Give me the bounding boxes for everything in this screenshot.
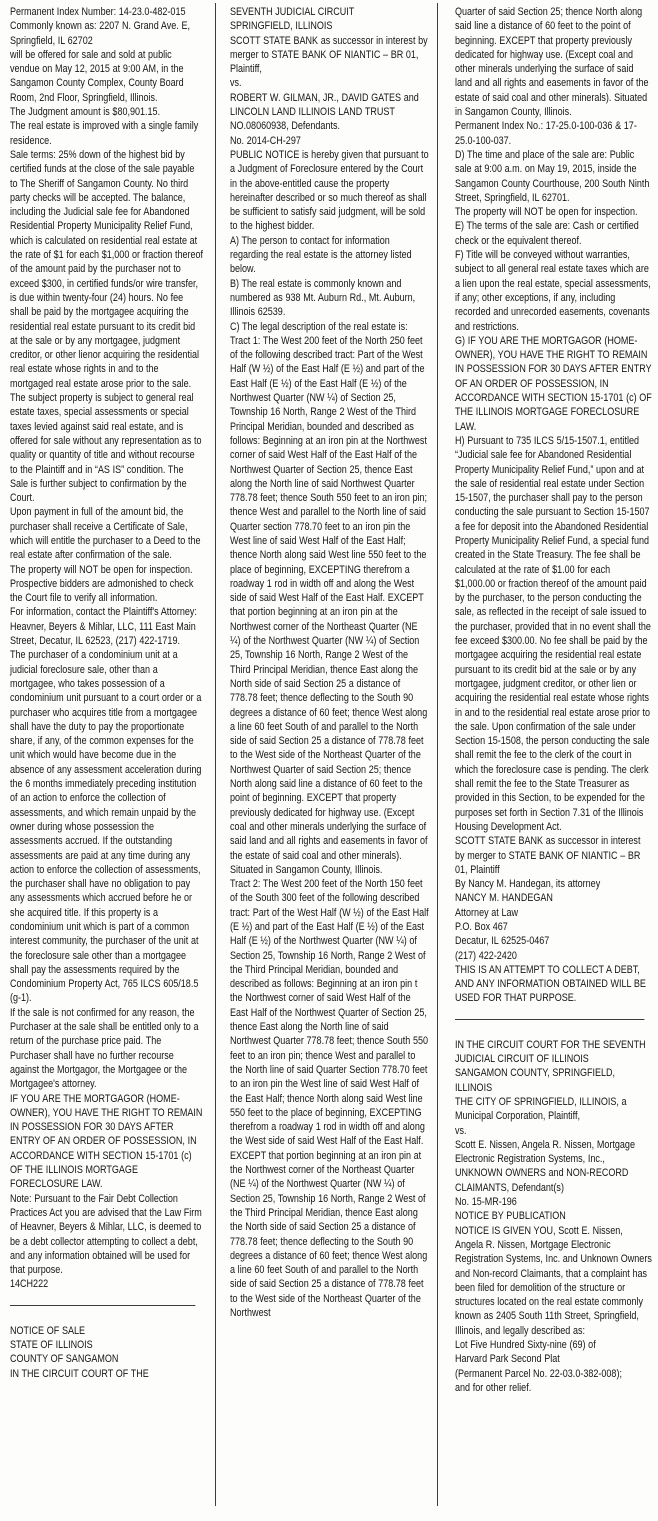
legal-text-paragraph: The real estate is improved with a single family residence. xyxy=(10,120,199,147)
legal-text-paragraph: H) Pursuant to 735 ILCS 5/15-1507.1, entitled “Judicial sale fee for Abandoned Residential Property Municipality Relief Fund,” upon and at the sale of residential real estate under Section 15-1507, the purchaser shall pay to the person conducting the sale pursuant to Section 15-1507 a fee for deposit into the Abandoned Residential Property Municipality Relief Fund, a special fund created in the State Treasury. The fee shall be calculated at the rate of $1.00 for each $1,000.00 or fraction thereof of the amount paid by the purchaser, to the person conducting the sale, as reflected in the receipt of sale issued to the purchaser, provided that in no event shall the fee exceed $300.00. No fee shall be paid by the mortgagee acquiring the residential real estate pursuant to its credit bid at the sale or by any mortgagee, judgment creditor, or other lien or acquiring the residential real estate whose rights in and to the residential real estate arose prior to the sale. Upon confirmation of the sale under Section 15-1508, the person conducting the sale shall remit the fee to the clerk of the court in which the foreclosure case is pending. The clerk shall remit the fee to the State Treasurer as provided in this Section, to be expended for the purposes set forth in Section 7.31 of the Illinois Housing Development Act. xyxy=(455,434,651,833)
legal-text-paragraph: P.O. Box 467 xyxy=(455,921,508,933)
legal-text-paragraph: Sale terms: 25% down of the highest bid by certified funds at the close of the sale payable to The Sheriff of Sangamon County. No third party checks will be accepted. The balance, including the Judicial sale fee for Abandoned Residential Property Municipality Relief Fund, which is calculated on residential real estate at the rate of $1 for each $1,000 or fraction thereof of the amount paid by the purchaser not to exceed $300, in certified funds/or wire transfer, is due within twenty-four (24) hours. No fee shall be paid by the mortgagee acquiring the residential real estate pursuant to its credit bid at the sale or by any mortgagee, judgment creditor, or other lienor acquiring the residential real estate whose rights in and to the mortgaged real estate arose prior to the sale. The subject property is subject to general real estate taxes, special assessments or special taxes levied against said real estate, and is offered for sale without any representation as to quality or quantity of title and without recourse to the Plaintiff and in “AS IS” condition. The Sale is further subject to confirmation by the Court. xyxy=(10,148,204,505)
legal-text-paragraph: Scott E. Nissen, Angela R. Nissen, Mortgage Electronic Registration Systems, Inc., UNKNOWN OWNERS and NON-RECORD CLAIMANTS, Defendant(s) xyxy=(455,1138,635,1194)
legal-text-paragraph: PUBLIC NOTICE is hereby given that pursuant to a Judgment of Foreclosure entered by the Court in the above-entitled cause the property hereinafter described or so much thereof as shall be sufficient to satisfy said judgment, will be sold to the highest bidder. xyxy=(230,148,429,233)
legal-text-paragraph: IN THE CIRCUIT COURT FOR THE SEVENTH JUDICIAL CIRCUIT OF ILLINOIS xyxy=(455,1038,646,1066)
legal-column-right xyxy=(438,0,658,1521)
legal-text-paragraph: Tract 2: The West 200 feet of the North 150 feet of the South 300 feet of the following described tract: Part of the West Half (W ½) of the East Half (E ½) and part of the East Half (E ½) of the East Half (E ½) of the Northwest Quarter (NW ¼) of Section 25, Township 16 North, Range 2 West of the Third Principal Meridian, bounded and described as follows: Beginning at an iron pin t the Northwest corner of said West Half of the East Half of the Northwest Quarter of Section 25, thence East along the North line of said Northwest Quarter 778.78 feet; thence South 550 feet to an iron pin; thence West and parallel to the North line of said Quarter Section 778.70 feet to an iron pin the West line of said West Half of the East Half; thence North along said West line 550 feet to the place of beginning, EXCEPTING therefrom a roadway 1 rod in width off and along the West side of said West Half of the East Half. EXCEPT that portion beginning at an iron pin at the Northwest corner of the Northeast Quarter (NE ¼) of the Northwest Quarter (NW ¼) of Section 25, Township 16 North, Range 2 West of the Third Principal Meridian, thence East along the North side of said Section 25 a distance of 778.78 feet; thence deflecting to the South 90 degrees a distance of 60 feet; thence West along a line 60 feet South of and parallel to the North side of said Section 25 a distance of 778.78 feet to the West side of the Northeast Quarter of the Northwest xyxy=(230,878,429,1320)
legal-text-paragraph: F) Title will be conveyed without warranties, subject to all general real estate taxes which are a lien upon the real estate, special assessments, if any; other exceptions, if any, including recorded and unrecorded easements, covenants and restrictions. xyxy=(455,249,651,333)
legal-text-paragraph: (Permanent Parcel No. 22-03.0-382-008); xyxy=(455,1367,622,1380)
legal-text-paragraph: IN THE CIRCUIT COURT OF THE xyxy=(10,1367,149,1380)
notice-divider xyxy=(10,1305,195,1306)
legal-text-paragraph: COUNTY OF SANGAMON xyxy=(10,1353,119,1366)
legal-text-paragraph: No. 15-MR-196 xyxy=(455,1196,517,1209)
legal-text-paragraph: NOTICE BY PUBLICATION xyxy=(455,1210,566,1223)
legal-text-paragraph: NANCY M. HANDEGAN xyxy=(455,892,553,905)
legal-text-paragraph: Note: Pursuant to the Fair Debt Collection Practices Act you are advised that the Law Firm of Heavner, Beyers & Mihlar, LLC, is deemed to be a debt collector attempting to collect a debt, and any information obtained will be used for that purpose. xyxy=(10,1192,202,1277)
legal-text-paragraph: Upon payment in full of the amount bid, the purchaser shall receive a Certificate of Sale, which will entitle the purchaser to a Deed to the real estate after confirmation of the sale. xyxy=(10,506,201,562)
legal-text-paragraph: D) The time and place of the sale are: Public sale at 9:00 a.m. on May 19, 2015, inside the Sangamon County Courthouse, 200 South Ninth Street, Springfield, IL 62701. xyxy=(455,148,650,204)
legal-text-paragraph: G) IF YOU ARE THE MORTGAGOR (HOME-OWNER), YOU HAVE THE RIGHT TO REMAIN IN POSSESSION FOR 30 DAYS AFTER ENTRY OF AN ORDER OF POSSESSION, IN ACCORDANCE WITH SECTION 15-1701 (c) OF THE ILLINOIS MORTGAGE FORECLOSURE LAW. xyxy=(455,334,652,433)
legal-text-paragraph: SCOTT STATE BANK as successor in interest by merger to STATE BANK OF NIANTIC – BR 01, Plaintiff, xyxy=(230,34,428,76)
legal-text-paragraph: will be offered for sale and sold at public vendue on May 12, 2015 at 9:00 AM, in the Sangamon County Complex, County Board Room, 2nd Floor, Springfield, Illinois. xyxy=(10,48,184,104)
legal-text-paragraph: The purchaser of a condominium unit at a judicial foreclosure sale, other than a mortgagee, who takes possession of a condominium unit pursuant to a court order or a purchaser who acquires title from a mortgagee shall have the duty to pay the proportionate share, if any, of the common expenses for the unit which would have become due in the absence of any assessment acceleration during the 6 months immediately preceding institution of an action to enforce the collection of assessments, and which remain unpaid by the owner during whose possession the assessments accrued. If the outstanding assessments are paid at any time during any action to enforce the collection of assessments, the purchaser shall have no obligation to pay any assessments which accrued before he or she acquired title. If this property is a condominium unit which is part of a common interest community, the purchaser of the unit at the foreclosure sale other than a mortgagee shall pay the assessments required by the Condominium Property Act, 765 ILCS 605/18.5 (g-1). xyxy=(10,649,202,1005)
legal-text-paragraph: The property will NOT be open for inspection. Prospective bidders are admonished to check the Court file to verify all information. xyxy=(10,563,194,605)
legal-column-middle xyxy=(216,0,437,1521)
legal-text-paragraph: THE CITY OF SPRINGFIELD, ILLINOIS, a Municipal Corporation, Plaintiff, xyxy=(455,1095,627,1123)
legal-text-paragraph: Tract 1: The West 200 feet of the North 250 feet of the following described tract: Part of the West Half (W ½) of the East Half (E ½) and part of the East Half (E ½) of the East Half (E ½) of the Northwest Quarter (NW ¼) of Section 25, Township 16 North, Range 2 West of the Third Principal Meridian, bounded and described as follows: Beginning at an iron pin at the Northwest corner of said West Half of the East Half of the Northwest Quarter of Section 25, thence East along the North line of said Northwest Quarter 778.78 feet; thence South 550 feet to an iron pin; thence West and parallel to the North line of said Quarter section 778.70 feet to an iron pin the West line of said West Half of the East Half; thence North along said West line 550 feet to the place of beginning, EXCEPTING therefrom a roadway 1 rod in width off and along the West side of said West Half of the East Half. EXCEPT that portion beginning at an iron pin at the Northwest corner of the Northeast Quarter (NE ¼) of the Northwest Quarter (NW ¼) of Section 25, Township 16 North, Range 2 West of the Third Principal Meridian, thence East along the North side of said Section 25 a distance of 778.78 feet; thence deflecting to the South 90 degrees a distance of 60 feet; thence West along a line 60 feet South of and parallel to the North side of said Section 25 a distance of 778.78 feet to the West side of the Northeast Quarter of the Northwest Quarter of said Section 25; thence North along said line a distance of 60 feet to the point of beginning. EXCEPT that property previously dedicated for highway use. (Except coal and other minerals underlying the surface of said land and all rights and easements in favor of the estate of said coal and other minerals). Situated in Sangamon County, Illinois. xyxy=(230,334,428,876)
legal-text-paragraph: Decatur, IL 62525-0467 xyxy=(455,935,550,948)
legal-text-paragraph: vs. xyxy=(455,1124,467,1137)
legal-text-paragraph: Permanent Index Number: 14-23.0-482-015 xyxy=(10,6,186,18)
legal-text-paragraph: NOTICE OF SALE xyxy=(10,1324,86,1337)
legal-text-paragraph: STATE OF ILLINOIS xyxy=(10,1339,93,1352)
legal-text-paragraph: Attorney at Law xyxy=(455,906,519,919)
legal-text-paragraph: The Judgment amount is $80,901.15. xyxy=(10,106,161,119)
legal-text-paragraph: Permanent Index No.: 17-25.0-100-036 & 17-25.0-100-037. xyxy=(455,120,637,147)
legal-text-paragraph: (217) 422-2420 xyxy=(455,949,517,962)
legal-text-paragraph: and for other relief. xyxy=(455,1381,532,1394)
legal-text-paragraph: SEVENTH JUDICIAL CIRCUIT xyxy=(230,6,355,18)
legal-text-paragraph: B) The real estate is commonly known and numbered as 938 Mt. Auburn Rd., Mt. Auburn, Illinois 62539. xyxy=(230,277,416,319)
legal-text-paragraph: THIS IS AN ATTEMPT TO COLLECT A DEBT, AND ANY INFORMATION OBTAINED WILL BE USED FOR THAT PURPOSE. xyxy=(455,963,646,1005)
legal-text-paragraph: IF YOU ARE THE MORTGAGOR (HOME-OWNER), YOU HAVE THE RIGHT TO REMAIN IN POSSESSION FOR 30 DAYS AFTER ENTRY OF AN ORDER OF POSSESSION, IN ACCORDANCE WITH SECTION 15-1701 (c) OF THE ILLINOIS MORTGAGE FORECLOSURE LAW. xyxy=(10,1092,203,1191)
legal-text-paragraph: For information, contact the Plaintiff's Attorney: Heavner, Beyers & Mihlar, LLC, 111 East Main Street, Decatur, IL 62523, (217) 422-1719. xyxy=(10,606,197,648)
legal-column-left-content xyxy=(10,5,203,1381)
legal-text-paragraph: By Nancy M. Handegan, its attorney xyxy=(455,878,601,891)
legal-text-paragraph: NO.08060938, Defendants. xyxy=(230,120,340,133)
legal-text-paragraph: E) The terms of the sale are: Cash or certified check or the equivalent thereof. xyxy=(455,220,639,247)
legal-text-paragraph: Lot Five Hundred Sixty-nine (69) of xyxy=(455,1339,596,1352)
legal-text-paragraph: No. 2014-CH-297 xyxy=(230,134,301,147)
legal-column-right-content xyxy=(455,5,652,1395)
legal-text-paragraph: NOTICE IS GIVEN YOU, Scott E. Nissen, Angela R. Nissen, Mortgage Electronic Registration Systems, Inc. and Unknown Owners and Non-record Claimants, that a complaint has been filed for demolition of the structure or structures located on the real estate commonly known as 2405 South 11th Street, Springfield, Illinois, and legally described as: xyxy=(455,1224,652,1337)
legal-column-middle-content xyxy=(230,5,429,1320)
legal-text-paragraph: SCOTT STATE BANK as successor in interest by merger to STATE BANK OF NIANTIC – BR 01, Plaintiff xyxy=(455,835,641,876)
legal-text-paragraph: ROBERT W. GILMAN, JR., DAVID GATES and LINCOLN LAND ILLINOIS LAND TRUST xyxy=(230,91,419,119)
legal-text-paragraph: SPRINGFIELD, ILLINOIS xyxy=(230,20,333,33)
legal-text-paragraph: 14CH222 xyxy=(10,1278,49,1291)
legal-text-paragraph: If the sale is not confirmed for any reason, the Purchaser at the sale shall be entitled only to a return of the purchase price paid. The Purchaser shall have no further recourse against the Mortgagor, the Mortgagee or the Mortgagee's attorney. xyxy=(10,1006,199,1091)
legal-text-paragraph: A) The person to contact for information regarding the real estate is the attorney listed below. xyxy=(230,234,412,276)
legal-text-paragraph: The property will NOT be open for inspection. xyxy=(455,206,638,219)
notice-divider xyxy=(455,1019,644,1020)
legal-text-paragraph: Commonly known as: 2207 N. Grand Ave. E, Springfield, IL 62702 xyxy=(10,20,190,47)
legal-text-paragraph: Harvard Park Second Plat xyxy=(455,1353,560,1366)
legal-column-left xyxy=(0,0,215,1521)
legal-text-paragraph: Quarter of said Section 25; thence North along said line a distance of 60 feet to the point of beginning. EXCEPT that property previously dedicated for highway use. (Except coal and other minerals underlying the surface of said land and all rights and easements in favor of the estate of said coal and other minerals). Situated in Sangamon County, Illinois. xyxy=(455,6,649,119)
legal-text-paragraph: vs. xyxy=(230,77,242,90)
legal-text-paragraph: SANGAMON COUNTY, SPRINGFIELD, ILLINOIS xyxy=(455,1067,616,1094)
legal-text-paragraph: C) The legal description of the real estate is: xyxy=(230,320,408,333)
